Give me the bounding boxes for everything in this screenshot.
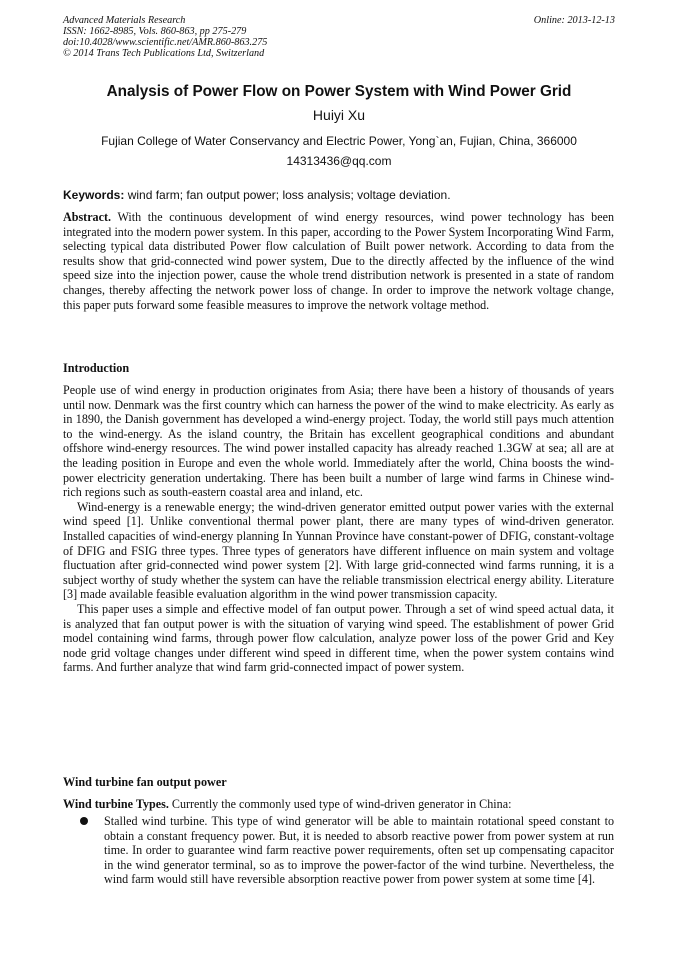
journal-name: Advanced Materials Research: [63, 15, 186, 26]
section-heading-wind-turbine: Wind turbine fan output power: [63, 775, 227, 789]
introduction-heading: Introduction: [63, 361, 130, 375]
author-affiliation: Fujian College of Water Conservancy and Electric Power, Yong`an, Fujian, China, 366000: [101, 134, 577, 148]
abstract-label: Abstract.: [63, 210, 112, 224]
author-name: Huiyi Xu: [312, 107, 366, 123]
online-date: Online: 2013-12-13: [533, 15, 615, 26]
keywords-text: wind farm; fan output power; loss analysis; voltage deviation.: [124, 188, 451, 202]
wind-turbine-types: [63, 797, 614, 812]
intro-paragraph-3: This paper uses a simple and effective model of fan output power. Through a set of wind speed actual data, it is analyzed that fan output power is with the situation of varying wind speed. The establishment of power Grid model containing wind farms, through power flow calculation, analyze power loss of the power Grid and Key node grid voltage changes under different wind speed in different time, when the power system contains wind farms. And further analyze that wind farm grid-connected impact of power system.: [63, 601, 614, 675]
issn-line: ISSN: 1662-8985, Vols. 860-863, pp 275-279: [63, 26, 247, 37]
keywords-line: [63, 188, 451, 202]
copyright-line: © 2014 Trans Tech Publications Ltd, Switzerland: [63, 48, 265, 59]
paper-title: Analysis of Power Flow on Power System with Wind Power Grid: [106, 83, 572, 100]
intro-paragraph-1: People use of wind energy in production originates from Asia; there have been a history of thousands of years until now. Denmark was the first country which can harness the power of the wind to make electricity. As early as in 1890, the Danish government has developed a wind-energy project. Today, the world still pays much attention to the wind-energy. As the island country, the Britain has excellent geographical conditions and abundant offshore wind-energy resources. The wind power installed capacity has already reached 1.3GW at sea; all are at the leading position in Europe and even the whole world. Immediately after the world, China boosts the wind-power electricity generation undertaking. There has been built a number of large wind farms in Chinese wind-rich regions such as south-eastern coastal area and inland, etc.: [63, 383, 614, 500]
journal-header: [63, 15, 615, 59]
keywords-label: Keywords:: [63, 188, 125, 202]
abstract-text: With the continuous development of wind energy resources, wind power technology has been integrated into the modern power system. In this paper, according to the Power System Incorporating Wind Farm, selecting typical data distributed Power flow calculation of Built power network. According to data from the results show that grid-connected wind power system, Due to the directly affected by the influence of the wind speed size into the injection power, cause the whole trend distribution network is presented in a state of random changes, thereby affecting the network power loss of change. In order to improve the network voltage change, this paper puts forward some feasible measures to improve the network voltage method.: [63, 210, 614, 312]
bullet-item-stalled-turbine: [63, 814, 614, 887]
doi-line: doi:10.4028/www.scientific.net/AMR.860-863.275: [63, 37, 268, 48]
author-email: 14313436@qq.com: [286, 154, 392, 168]
introduction-body: [63, 383, 614, 675]
types-label: Wind turbine Types.: [63, 797, 169, 811]
types-text: Currently the commonly used type of wind-driven generator in China:: [168, 797, 512, 811]
intro-paragraph-2: Wind-energy is a renewable energy; the wind-driven generator emitted output power varies with the external wind speed [1]. Unlike conventional thermal power plant, there are many types of wind-driven generator. Installed capacities of wind-energy planning In Yunnan Province have constant-power of DFIG, constant-voltage of DFIG and FSIG three types. Three types of generators have different influence on main system and voltage fluctuation after grid-connected wind power system [2]. With large grid-connected wind farms running, it is a subject worthy of study whether the system can have the reliable transmission electrical energy ability. Literature [3] made available feasible evaluation algorithm in the wind power transmission capacity.: [63, 499, 614, 602]
bullet-text: Stalled wind turbine. This type of wind generator will be able to maintain rotational speed constant to obtain a constant frequency power. But, it is needed to absorb reactive power from power system at run time. In order to guarantee wind farm reactive power requirements, often set up compensating capacitor in the wind generator terminal, so as to improve the power-factor of the wind turbine. Nevertheless, the wind farm would still have reversible absorption reactive power from power system at some time [4].: [104, 814, 614, 887]
abstract: [63, 210, 614, 312]
bullet-dot-icon: [80, 817, 88, 825]
